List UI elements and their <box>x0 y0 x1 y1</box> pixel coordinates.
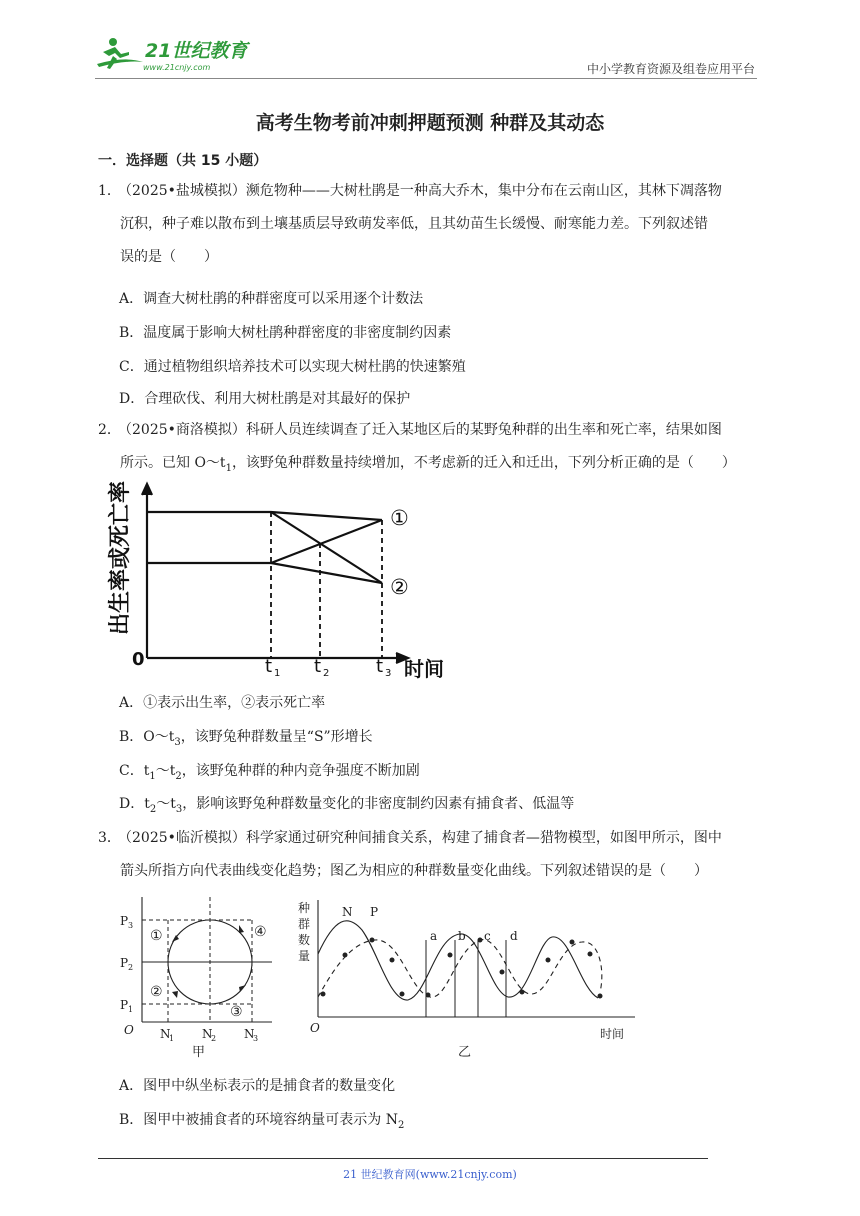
arrow-label-1: ① <box>150 928 163 944</box>
x-axis-label: 时间 <box>404 657 444 681</box>
question-number: 3． <box>98 830 121 846</box>
origin-label: O <box>310 1021 320 1035</box>
question-1 <box>98 175 763 274</box>
question-text: 误的是（ ） <box>120 249 218 265</box>
series-label-p: P <box>370 905 379 919</box>
tick-t1: t <box>265 656 273 677</box>
origin-label: 0 <box>132 649 145 670</box>
option-d: D．合理砍伐、利用大树杜鹃是对其最好的保护 <box>119 391 411 407</box>
question-text: 沉积，种子难以散布到土壤基质层导致萌发率低，且其幼苗生长缓慢、耐寒能力差。下列叙述错 <box>120 216 708 232</box>
question-text: （2025•商洛模拟）科研人员连续调查了迁入某地区后的某野兔种群的出生率和死亡率，结果如图 <box>118 422 722 438</box>
figure-caption: 甲 <box>192 1045 206 1060</box>
svg-text:3: 3 <box>253 1034 259 1043</box>
footer-divider <box>98 1158 708 1159</box>
option-a: A．图甲中纵坐标表示的是捕食者的数量变化 <box>119 1078 396 1094</box>
svg-text:2: 2 <box>128 963 134 972</box>
svg-text:www.21cnjy.com: www.21cnjy.com <box>143 63 211 72</box>
platform-name: 中小学教育资源及组卷应用平台 <box>586 62 755 76</box>
series-label-n: N <box>342 905 353 919</box>
y-axis-label: 种 <box>298 901 311 915</box>
figure-birth-death-rate <box>108 480 452 685</box>
svg-text:群: 群 <box>298 917 311 931</box>
question-text: （2025•临沂模拟）科学家通过研究种间捕食关系，构建了捕食者—猎物模型，如图甲所示，图中 <box>118 830 722 846</box>
series-p-dashed <box>318 940 602 998</box>
option-b: B．温度属于影响大树杜鹃种群密度的非密度制约因素 <box>119 325 452 341</box>
curve-1 <box>147 512 382 520</box>
page-footer: 21 世纪教育网(www.21cnjy.com) <box>343 1168 517 1181</box>
option-b: B．$O\sim t_3$，该野兔种群数量呈“S”形增长 <box>119 729 373 748</box>
curve-1-label: ① <box>390 506 409 530</box>
line-label-d: d <box>510 929 518 943</box>
page-title: 高考生物考前冲刺押题预测 种群及其动态 <box>255 112 605 134</box>
question-text: （2025•盐城模拟）濒危物种——大树杜鹃是一种高大乔木，集中分布在云南山区，其林下凋落物 <box>118 183 722 199</box>
curve-2 <box>147 563 382 583</box>
question-2 <box>98 414 763 485</box>
arrow-label-2: ② <box>150 984 163 1000</box>
x-axis-label: 时间 <box>600 1027 625 1041</box>
svg-text:21世纪教育: 21世纪教育 <box>145 40 248 62</box>
question-text: 箭头所指方向代表曲线变化趋势；图乙为相应的种群数量变化曲线。下列叙述错误的是（ ） <box>120 863 708 879</box>
line-label-c: c <box>484 929 491 943</box>
figure-yi-population-curves <box>290 892 640 1062</box>
option-c: C．通过植物组织培养技术可以实现大树杜鹃的快速繁殖 <box>119 359 466 375</box>
option-a: A．①表示出生率，②表示死亡率 <box>119 695 326 711</box>
tick-p1: P <box>120 998 129 1012</box>
tick-t2: t <box>314 656 322 677</box>
y-axis-label: 出生率或死亡率 <box>108 480 133 635</box>
tick-p3: P <box>120 914 129 928</box>
section-heading: 一．选择题（共 15 小题） <box>98 153 268 169</box>
svg-text:1: 1 <box>274 668 281 679</box>
tick-n2: N <box>202 1027 213 1041</box>
figure-jia-predator-prey-cycle <box>112 892 282 1062</box>
arrow-label-3: ③ <box>230 1004 243 1020</box>
svg-text:2: 2 <box>211 1034 217 1043</box>
arrow-label-4: ④ <box>254 924 267 940</box>
option-a: A．调查大树杜鹃的种群密度可以采用逐个计数法 <box>119 291 424 307</box>
svg-text:3: 3 <box>385 668 392 679</box>
tick-t3: t <box>376 656 384 677</box>
option-c: C．$t_1\sim t_2$，该野兔种群的种内竞争强度不断加剧 <box>119 763 420 782</box>
question-text: 所示。已知 $O\sim t_1$，该野兔种群数量持续增加，不考虑新的迁入和迁出，下列分析正确的是（ ） <box>120 455 736 474</box>
svg-text:1: 1 <box>128 1005 134 1014</box>
question-number: 1． <box>98 183 121 199</box>
tick-p2: P <box>120 956 129 970</box>
tick-n1: N <box>160 1027 171 1041</box>
tick-n3: N <box>244 1027 255 1041</box>
origin-label: O <box>124 1023 134 1037</box>
line-label-a: a <box>430 929 438 943</box>
page-header <box>95 30 757 79</box>
site-logo <box>95 34 265 74</box>
svg-text:3: 3 <box>128 921 134 930</box>
svg-text:量: 量 <box>298 949 311 963</box>
figure-caption: 乙 <box>458 1045 472 1060</box>
question-number: 2． <box>98 422 121 438</box>
svg-text:1: 1 <box>169 1034 175 1043</box>
option-d: D．$t_2\sim t_3$，影响该野兔种群数量变化的非密度制约因素有捕食者、低温等 <box>119 796 575 815</box>
line-label-b: b <box>458 929 466 943</box>
option-b: B．图甲中被捕食者的环境容纳量可表示为 $N_2$ <box>119 1112 405 1131</box>
question-3 <box>98 822 763 888</box>
curve-2-label: ② <box>390 575 409 599</box>
svg-text:2: 2 <box>323 668 330 679</box>
svg-text:数: 数 <box>298 933 311 947</box>
